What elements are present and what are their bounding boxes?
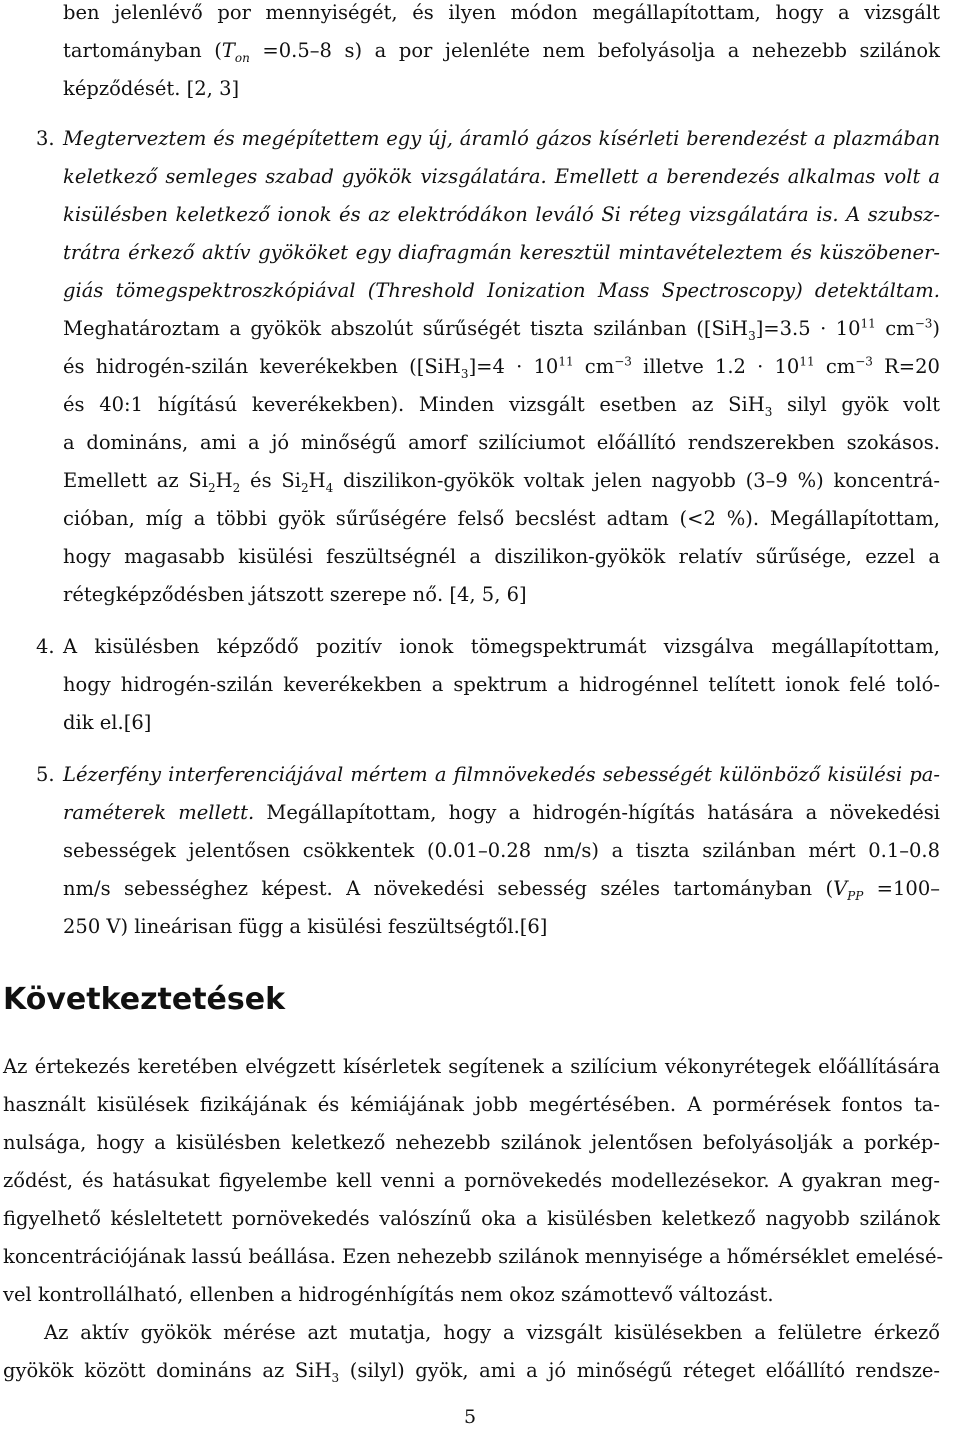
conclusion-line-8: Az aktív gyökök mérése azt mutatja, hogy a vizsgált kisülésekben a felületre érkező bbox=[44, 1321, 940, 1344]
page-number: 5 bbox=[463, 1406, 477, 1428]
conclusion-line-2: használt kisülések fizikájának és kémiájának jobb megértésében. A pormérések fontos ta- bbox=[3, 1093, 940, 1116]
item-5-line-3: sebességek jelentősen csökkentek (0.01–0.28 nm/s) a tiszta szilánban mért 0.1–0.8 bbox=[63, 839, 940, 862]
intro-line-2: tartományban ($T_{on} =0.5-8$ s) a por jelenléte nem befolyásolja a nehezebb szilánok bbox=[63, 39, 940, 65]
conclusion-line-7: vel kontrollálható, ellenben a hidrogénhígítás nem okoz számottevő változást. bbox=[3, 1283, 774, 1306]
item-4-line-3: dik el.[6] bbox=[63, 711, 152, 734]
item-3-line-10: Emellett az $Si_2H_2$ és $Si_2H_4$ diszilikon-gyökök voltak jelen nagyobb (3–9 %) koncentrá- bbox=[63, 469, 941, 495]
item-5-line-1: Lézerfény interferenciájával mértem a filmnövekedés sebességét különböző kisülési pa- bbox=[63, 763, 940, 786]
item-3-line-5: giás tömegspektroszkópiával (Threshold Ionization Mass Spectroscopy) detektáltam. bbox=[63, 279, 940, 302]
item-3-line-2: keletkező semleges szabad gyökök vizsgálatára. Emellett a berendezés alkalmas volt a bbox=[63, 165, 940, 188]
intro-line-3: képződését. [2, 3] bbox=[63, 77, 240, 100]
item-3-line-4: trátra érkező aktív gyököket egy diafragmán keresztül mintavételeztem és küszöbener- bbox=[63, 241, 940, 264]
conclusion-line-1: Az értekezés keretében elvégzett kísérletek segítenek a szilícium vékonyrétegek előállítására bbox=[3, 1055, 940, 1078]
item-3-line-8: és 40:1 hígítású keverékekben). Minden vizsgált esetben az SiH$_3$ silyl gyök volt bbox=[63, 393, 940, 419]
item-3-line-6: Meghatároztam a gyökök abszolút sűrűségét tiszta szilánban ($[SiH_3]=3.5 \cdot 10^{11}$ $cm^{-3}$) bbox=[63, 316, 940, 343]
item-3-line-12: hogy magasabb kisülési feszültségnél a diszilikon-gyökök relatív sűrűsége, ezzel a bbox=[63, 545, 940, 568]
conclusion-line-3: nulsága, hogy a kisülésben keletkező nehezebb szilánok jelentősen befolyásolják a porkép- bbox=[3, 1131, 940, 1154]
item-3-number: 3. bbox=[36, 127, 55, 150]
item-3-line-11: cióban, míg a többi gyök sűrűségére felső becslést adtam (<2 %). Megállapítottam, bbox=[63, 507, 940, 530]
item-3-line-1: Megterveztem és megépítettem egy új, áramló gázos kísérleti berendezést a plazmában bbox=[63, 127, 940, 150]
intro-line-1: ben jelenlévő por mennyiségét, és ilyen módon megállapítottam, hogy a vizsgált bbox=[63, 1, 940, 24]
section-heading: Következtetések bbox=[3, 982, 286, 1017]
conclusion-line-6: koncentrációjának lassú beállása. Ezen nehezebb szilánok mennyisége a hőmérséklet emelésé- bbox=[3, 1245, 944, 1268]
item-3-line-7: és hidrogén-szilán keverékekben ($[SiH_3]=4 \cdot 10^{11}$ $cm^{-3}$ illetve $1.2 \cdot 10^{11}$ $cm^{-3}$ R=20 bbox=[63, 354, 940, 381]
item-4-number: 4. bbox=[36, 635, 55, 658]
item-3-line-9: a domináns, ami a jó minőségű amorf szilíciumot előállító rendszerekben szokásos. bbox=[63, 431, 940, 454]
item-4-line-2: hogy hidrogén-szilán keverékekben a spektrum a hidrogénnel telített ionok felé toló- bbox=[63, 673, 940, 696]
item-3-line-13: rétegképződésben játszott szerepe nő. [4, 5, 6] bbox=[63, 583, 527, 606]
item-3-line-3: kisülésben keletkező ionok és az elektródákon leváló Si réteg vizsgálatára is. A szubsz- bbox=[63, 203, 940, 226]
conclusion-line-5: figyelhető késleltetett pornövekedés valószínű oka a kisülésben keletkező nagyobb szilánok bbox=[3, 1207, 940, 1230]
item-5-line-2: raméterek mellett. Megállapítottam, hogy a hidrogén-hígítás hatására a növekedési bbox=[63, 801, 940, 824]
item-4-line-1: A kisülésben képződő pozitív ionok tömegspektrumát vizsgálva megállapítottam, bbox=[63, 635, 940, 658]
item-5-line-4: nm/s sebességhez képest. A növekedési sebesség széles tartományban ($V_{PP} =100-$ bbox=[63, 877, 940, 903]
item-5-number: 5. bbox=[36, 763, 55, 786]
conclusion-line-9: gyökök között domináns az SiH$_3$ (silyl) gyök, ami a jó minőségű réteget előállító rendsze- bbox=[3, 1359, 940, 1385]
item-5-line-5: 250 V) lineárisan függ a kisülési feszültségtől.[6] bbox=[63, 915, 548, 938]
conclusion-line-4: ződést, és hatásukat figyelembe kell venni a pornövekedés modellezésekor. A gyakran meg- bbox=[3, 1169, 940, 1192]
